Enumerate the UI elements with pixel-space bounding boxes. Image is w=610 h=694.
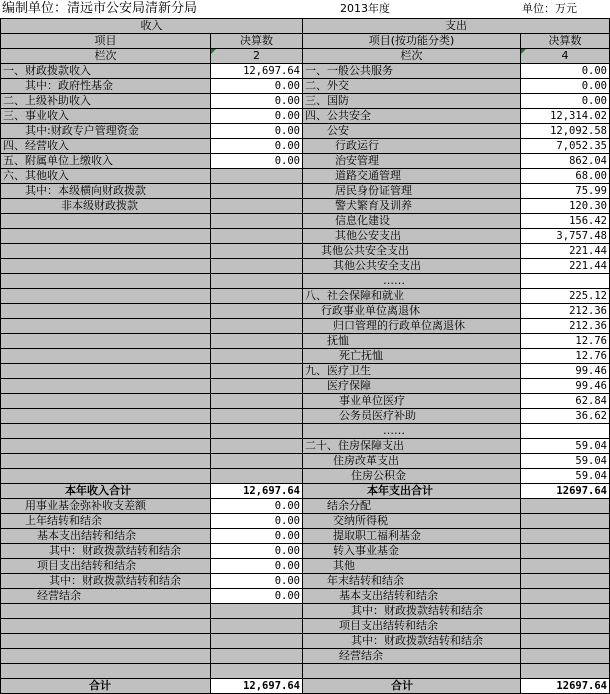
table-row bbox=[1, 244, 610, 259]
income-amount-cell[interactable]: 0.00 bbox=[211, 109, 303, 124]
expense-amount-cell[interactable] bbox=[521, 529, 610, 544]
income-amount-cell[interactable]: 0.00 bbox=[211, 589, 303, 604]
income-item-cell[interactable] bbox=[1, 334, 211, 349]
income-item-cell[interactable]: 其中：财政拨款结转和结余 bbox=[1, 574, 211, 589]
income-item-cell[interactable] bbox=[1, 214, 211, 229]
income-item-cell[interactable] bbox=[1, 289, 211, 304]
expense-amount-cell[interactable] bbox=[521, 514, 610, 529]
expense-item-cell[interactable]: 公安 bbox=[303, 124, 521, 139]
income-item-cell[interactable]: 五、附属单位上缴收入 bbox=[1, 154, 211, 169]
expense-amount-cell[interactable]: 59.04 bbox=[521, 439, 610, 454]
expense-amount-cell[interactable]: 12.76 bbox=[521, 349, 610, 364]
expense-amount-cell[interactable]: 212.36 bbox=[521, 319, 610, 334]
income-amount-cell[interactable] bbox=[211, 469, 303, 484]
table-row bbox=[1, 469, 610, 484]
expense-item-cell[interactable]: 医疗保障 bbox=[303, 379, 521, 394]
table-row bbox=[1, 484, 610, 499]
table-row bbox=[1, 649, 610, 664]
expense-item-cell[interactable]: 治安管理 bbox=[303, 154, 521, 169]
income-amount-cell[interactable]: 0.00 bbox=[211, 499, 303, 514]
table-row bbox=[1, 514, 610, 529]
income-item-cell[interactable] bbox=[1, 244, 211, 259]
row-number-row bbox=[1, 49, 610, 64]
income-amount-cell[interactable] bbox=[211, 289, 303, 304]
income-item-cell[interactable] bbox=[1, 424, 211, 439]
expense-amount-cell[interactable]: 12697.64 bbox=[521, 679, 610, 694]
income-item-cell[interactable] bbox=[1, 259, 211, 274]
expense-item-cell[interactable]: 行政运行 bbox=[303, 139, 521, 154]
income-item-cell[interactable]: 四、经营收入 bbox=[1, 139, 211, 154]
expense-item-cell[interactable]: 行政事业单位离退休 bbox=[303, 304, 521, 319]
expense-amount-cell[interactable]: 156.42 bbox=[521, 214, 610, 229]
income-item-cell[interactable]: 二、上级补助收入 bbox=[1, 94, 211, 109]
table-row bbox=[1, 79, 610, 94]
table-row bbox=[1, 94, 610, 109]
expense-amount-cell[interactable]: 75.99 bbox=[521, 184, 610, 199]
income-expense-table bbox=[0, 18, 610, 694]
income-amount-cell[interactable] bbox=[211, 274, 303, 289]
expense-amount-cell[interactable] bbox=[521, 574, 610, 589]
income-item-cell[interactable]: 用事业基金弥补收支差额 bbox=[1, 499, 211, 514]
income-item-cell[interactable]: 六、其他收入 bbox=[1, 169, 211, 184]
expense-item-cell[interactable]: 结余分配 bbox=[303, 499, 521, 514]
expense-item-cell[interactable]: 其他公安支出 bbox=[303, 229, 521, 244]
expense-amount-cell[interactable] bbox=[521, 634, 610, 649]
table-row bbox=[1, 319, 610, 334]
expense-item-cell[interactable]: 抚恤 bbox=[303, 334, 521, 349]
expense-item-cell[interactable]: 转入事业基金 bbox=[303, 544, 521, 559]
income-amount-cell[interactable] bbox=[211, 379, 303, 394]
income-item-cell[interactable]: 项目支出结转和结余 bbox=[1, 559, 211, 574]
expense-amount-cell[interactable]: 212.36 bbox=[521, 304, 610, 319]
expense-item-cell[interactable] bbox=[303, 664, 521, 679]
expense-amount-cell[interactable]: 36.62 bbox=[521, 409, 610, 424]
table-row bbox=[1, 124, 610, 139]
income-amount-cell[interactable]: 0.00 bbox=[211, 514, 303, 529]
income-item-cell[interactable] bbox=[1, 349, 211, 364]
income-amount-cell[interactable] bbox=[211, 409, 303, 424]
table-row bbox=[1, 634, 610, 649]
expense-amount-cell[interactable]: 99.46 bbox=[521, 364, 610, 379]
expense-amount-cell[interactable]: 68.00 bbox=[521, 169, 610, 184]
income-header[interactable]: 收入 bbox=[1, 19, 303, 34]
income-amount-cell[interactable] bbox=[211, 319, 303, 334]
expense-item-cell[interactable]: 其他公共安全支出 bbox=[303, 259, 521, 274]
income-amount-cell[interactable]: 0.00 bbox=[211, 124, 303, 139]
expense-amount-cell[interactable]: 12,314.02 bbox=[521, 109, 610, 124]
income-item-cell[interactable]: 其中：财政拨款结转和结余 bbox=[1, 544, 211, 559]
expense-amount-cell[interactable] bbox=[521, 619, 610, 634]
expense-item-cell[interactable]: 居民身份证管理 bbox=[303, 184, 521, 199]
income-item-cell[interactable] bbox=[1, 394, 211, 409]
expense-amount-cell[interactable] bbox=[521, 544, 610, 559]
table-row bbox=[1, 559, 610, 574]
income-amount-cell[interactable] bbox=[211, 664, 303, 679]
table-row bbox=[1, 199, 610, 214]
income-amount-cell[interactable] bbox=[211, 454, 303, 469]
income-amount-cell[interactable]: 0.00 bbox=[211, 154, 303, 169]
table-row bbox=[1, 64, 610, 79]
expense-item-cell[interactable]: 事业单位医疗 bbox=[303, 394, 521, 409]
expense-item-cell[interactable]: 道路交通管理 bbox=[303, 169, 521, 184]
income-item-cell[interactable]: 非本级财政拨款 bbox=[1, 199, 211, 214]
income-amount-cell[interactable] bbox=[211, 184, 303, 199]
income-amount-cell[interactable]: 0.00 bbox=[211, 79, 303, 94]
expense-item-cell[interactable]: 死亡抚恤 bbox=[303, 349, 521, 364]
income-item-cell[interactable]: 其中:财政专户管理资金 bbox=[1, 124, 211, 139]
income-item-cell[interactable]: 其中：本级横向财政拨款 bbox=[1, 184, 211, 199]
income-item-cell[interactable]: 合计 bbox=[1, 679, 211, 694]
expense-item-cell[interactable]: 归口管理的行政单位离退休 bbox=[303, 319, 521, 334]
expense-item-cell[interactable]: 基本支出结转和结余 bbox=[303, 589, 521, 604]
expense-item-cell[interactable]: 三、国防 bbox=[303, 94, 521, 109]
income-amount-cell[interactable]: 12,697.64 bbox=[211, 484, 303, 499]
expense-amount-cell[interactable] bbox=[521, 664, 610, 679]
expense-item-cell[interactable]: …… bbox=[303, 274, 521, 289]
table-row bbox=[1, 604, 610, 619]
income-item-cell[interactable] bbox=[1, 469, 211, 484]
expense-item-cell[interactable]: 九、医疗卫生 bbox=[303, 364, 521, 379]
row-col-label-right[interactable]: 栏次 bbox=[303, 49, 521, 64]
budget2-col-header[interactable]: 决算数 bbox=[521, 34, 610, 49]
expense-amount-cell[interactable]: 225.12 bbox=[521, 289, 610, 304]
expense-item-cell[interactable]: 合计 bbox=[303, 679, 521, 694]
income-item-cell[interactable] bbox=[1, 634, 211, 649]
income-amount-cell[interactable] bbox=[211, 439, 303, 454]
row-col-num-left[interactable]: 2 bbox=[211, 49, 303, 64]
org-unit-label: 编制单位：清远市公安局清新分局 bbox=[2, 1, 198, 16]
income-item-cell[interactable] bbox=[1, 439, 211, 454]
income-item-cell[interactable] bbox=[1, 649, 211, 664]
expense-item-cell[interactable]: 其中：财政拨款结转和结余 bbox=[303, 604, 521, 619]
expense-item-cell[interactable]: 一、一般公共服务 bbox=[303, 64, 521, 79]
income-amount-cell[interactable] bbox=[211, 334, 303, 349]
expense-amount-cell[interactable]: 12.76 bbox=[521, 334, 610, 349]
expense-amount-cell[interactable] bbox=[521, 604, 610, 619]
expense-item-cell[interactable]: 公务员医疗补助 bbox=[303, 409, 521, 424]
income-amount-cell[interactable] bbox=[211, 634, 303, 649]
income-amount-cell[interactable] bbox=[211, 349, 303, 364]
income-item-cell[interactable] bbox=[1, 319, 211, 334]
table-row bbox=[1, 679, 610, 694]
income-item-cell[interactable] bbox=[1, 379, 211, 394]
expense-item-cell[interactable]: …… bbox=[303, 424, 521, 439]
income-amount-cell[interactable]: 0.00 bbox=[211, 529, 303, 544]
expense-amount-cell[interactable]: 7,052.35 bbox=[521, 139, 610, 154]
income-amount-cell[interactable] bbox=[211, 169, 303, 184]
expense-amount-cell[interactable]: 0.00 bbox=[521, 79, 610, 94]
income-item-cell[interactable] bbox=[1, 619, 211, 634]
table-row bbox=[1, 169, 610, 184]
expense-amount-cell[interactable]: 62.84 bbox=[521, 394, 610, 409]
table-row bbox=[1, 349, 610, 364]
expense-item-cell[interactable]: 住房改革支出 bbox=[303, 454, 521, 469]
income-amount-cell[interactable] bbox=[211, 604, 303, 619]
row-col-label[interactable]: 栏次 bbox=[1, 49, 211, 64]
table-row bbox=[1, 424, 610, 439]
income-amount-cell[interactable]: 0.00 bbox=[211, 94, 303, 109]
expense-item-cell[interactable]: 交纳所得税 bbox=[303, 514, 521, 529]
income-amount-cell[interactable] bbox=[211, 364, 303, 379]
income-amount-cell[interactable] bbox=[211, 214, 303, 229]
table-row bbox=[1, 394, 610, 409]
income-item-cell[interactable]: 其中：政府性基金 bbox=[1, 79, 211, 94]
expense-amount-cell[interactable] bbox=[521, 649, 610, 664]
income-item-cell[interactable] bbox=[1, 274, 211, 289]
table-row bbox=[1, 364, 610, 379]
table-row bbox=[1, 499, 610, 514]
expense-amount-cell[interactable]: 0.00 bbox=[521, 64, 610, 79]
table-row bbox=[1, 154, 610, 169]
table-row bbox=[1, 184, 610, 199]
income-item-cell[interactable]: 经营结余 bbox=[1, 589, 211, 604]
expense-item-cell[interactable]: 四、公共安全 bbox=[303, 109, 521, 124]
table-row bbox=[1, 289, 610, 304]
income-item-cell[interactable]: 基本支出结转和结余 bbox=[1, 529, 211, 544]
expense-item-cell[interactable]: 其他 bbox=[303, 559, 521, 574]
expense-item-cell[interactable]: 其中：财政拨款结转和结余 bbox=[303, 634, 521, 649]
expense-item-cell[interactable]: 二十、住房保障支出 bbox=[303, 439, 521, 454]
income-item-cell[interactable] bbox=[1, 364, 211, 379]
expense-amount-cell[interactable]: 99.46 bbox=[521, 379, 610, 394]
expense-item-cell[interactable]: 提取职工福利基金 bbox=[303, 529, 521, 544]
expense-item-cell[interactable]: 八、社会保障和就业 bbox=[303, 289, 521, 304]
expense-amount-cell[interactable]: 59.04 bbox=[521, 469, 610, 484]
table-row bbox=[1, 439, 610, 454]
expense-item-cell[interactable]: 经营结余 bbox=[303, 649, 521, 664]
income-item-cell[interactable] bbox=[1, 409, 211, 424]
expense-amount-cell[interactable]: 120.30 bbox=[521, 199, 610, 214]
income-amount-cell[interactable] bbox=[211, 304, 303, 319]
item-func-col-header[interactable]: 项目(按功能分类) bbox=[303, 34, 521, 49]
expense-item-cell[interactable]: 二、外交 bbox=[303, 79, 521, 94]
income-amount-cell[interactable]: 12,697.64 bbox=[211, 64, 303, 79]
income-amount-cell[interactable] bbox=[211, 229, 303, 244]
expense-amount-cell[interactable]: 12,092.58 bbox=[521, 124, 610, 139]
budget-col-header[interactable]: 决算数 bbox=[211, 34, 303, 49]
table-row bbox=[1, 139, 610, 154]
income-item-cell[interactable] bbox=[1, 454, 211, 469]
income-amount-cell[interactable]: 0.00 bbox=[211, 139, 303, 154]
table-row bbox=[1, 259, 610, 274]
item-col-header[interactable]: 项目 bbox=[1, 34, 211, 49]
expense-amount-cell[interactable]: 0.00 bbox=[521, 94, 610, 109]
table-row bbox=[1, 379, 610, 394]
currency-unit-label: 单位：万元 bbox=[522, 2, 577, 15]
income-item-cell[interactable]: 一、财政拨款收入 bbox=[1, 64, 211, 79]
table-row bbox=[1, 229, 610, 244]
income-amount-cell[interactable] bbox=[211, 619, 303, 634]
expense-amount-cell[interactable] bbox=[521, 274, 610, 289]
expense-amount-cell[interactable]: 862.04 bbox=[521, 154, 610, 169]
income-amount-cell[interactable]: 12,697.64 bbox=[211, 679, 303, 694]
table-row bbox=[1, 109, 610, 124]
expense-amount-cell[interactable]: 59.04 bbox=[521, 454, 610, 469]
expense-item-cell[interactable]: 警犬繁育及训养 bbox=[303, 199, 521, 214]
table-row bbox=[1, 454, 610, 469]
expense-amount-cell[interactable] bbox=[521, 424, 610, 439]
income-amount-cell[interactable] bbox=[211, 244, 303, 259]
expense-amount-cell[interactable]: 3,757.48 bbox=[521, 229, 610, 244]
table-row bbox=[1, 664, 610, 679]
income-item-cell[interactable] bbox=[1, 664, 211, 679]
table-row bbox=[1, 589, 610, 604]
column-header-row bbox=[1, 34, 610, 49]
income-amount-cell[interactable] bbox=[211, 394, 303, 409]
expense-header[interactable]: 支出 bbox=[303, 19, 610, 34]
row-col-num-right[interactable]: 4 bbox=[521, 49, 610, 64]
expense-item-cell[interactable]: 项目支出结转和结余 bbox=[303, 619, 521, 634]
income-amount-cell[interactable] bbox=[211, 649, 303, 664]
expense-item-cell[interactable]: 其他公共安全支出 bbox=[303, 244, 521, 259]
expense-amount-cell[interactable]: 221.44 bbox=[521, 244, 610, 259]
table-row bbox=[1, 529, 610, 544]
expense-amount-cell[interactable]: 12697.64 bbox=[521, 484, 610, 499]
expense-amount-cell[interactable] bbox=[521, 499, 610, 514]
expense-amount-cell[interactable]: 221.44 bbox=[521, 259, 610, 274]
table-row bbox=[1, 619, 610, 634]
income-amount-cell[interactable] bbox=[211, 199, 303, 214]
table-row bbox=[1, 214, 610, 229]
table-row bbox=[1, 544, 610, 559]
fiscal-year-label: 2013年度 bbox=[340, 2, 390, 15]
income-amount-cell[interactable] bbox=[211, 259, 303, 274]
table-row bbox=[1, 304, 610, 319]
section-header-row bbox=[1, 19, 610, 34]
income-amount-cell[interactable]: 0.00 bbox=[211, 544, 303, 559]
table-row bbox=[1, 334, 610, 349]
expense-item-cell[interactable]: 信息化建设 bbox=[303, 214, 521, 229]
income-amount-cell[interactable] bbox=[211, 424, 303, 439]
income-item-cell[interactable] bbox=[1, 304, 211, 319]
income-item-cell[interactable]: 本年收入合计 bbox=[1, 484, 211, 499]
expense-item-cell[interactable]: 年末结转和结余 bbox=[303, 574, 521, 589]
table-row bbox=[1, 574, 610, 589]
expense-amount-cell[interactable] bbox=[521, 589, 610, 604]
income-item-cell[interactable] bbox=[1, 604, 211, 619]
expense-item-cell[interactable]: 住房公积金 bbox=[303, 469, 521, 484]
expense-item-cell[interactable]: 本年支出合计 bbox=[303, 484, 521, 499]
income-item-cell[interactable]: 三、事业收入 bbox=[1, 109, 211, 124]
income-item-cell[interactable]: 上年结转和结余 bbox=[1, 514, 211, 529]
income-amount-cell[interactable]: 0.00 bbox=[211, 574, 303, 589]
income-item-cell[interactable] bbox=[1, 229, 211, 244]
income-amount-cell[interactable]: 0.00 bbox=[211, 559, 303, 574]
table-row bbox=[1, 409, 610, 424]
table-row bbox=[1, 274, 610, 289]
expense-amount-cell[interactable] bbox=[521, 559, 610, 574]
